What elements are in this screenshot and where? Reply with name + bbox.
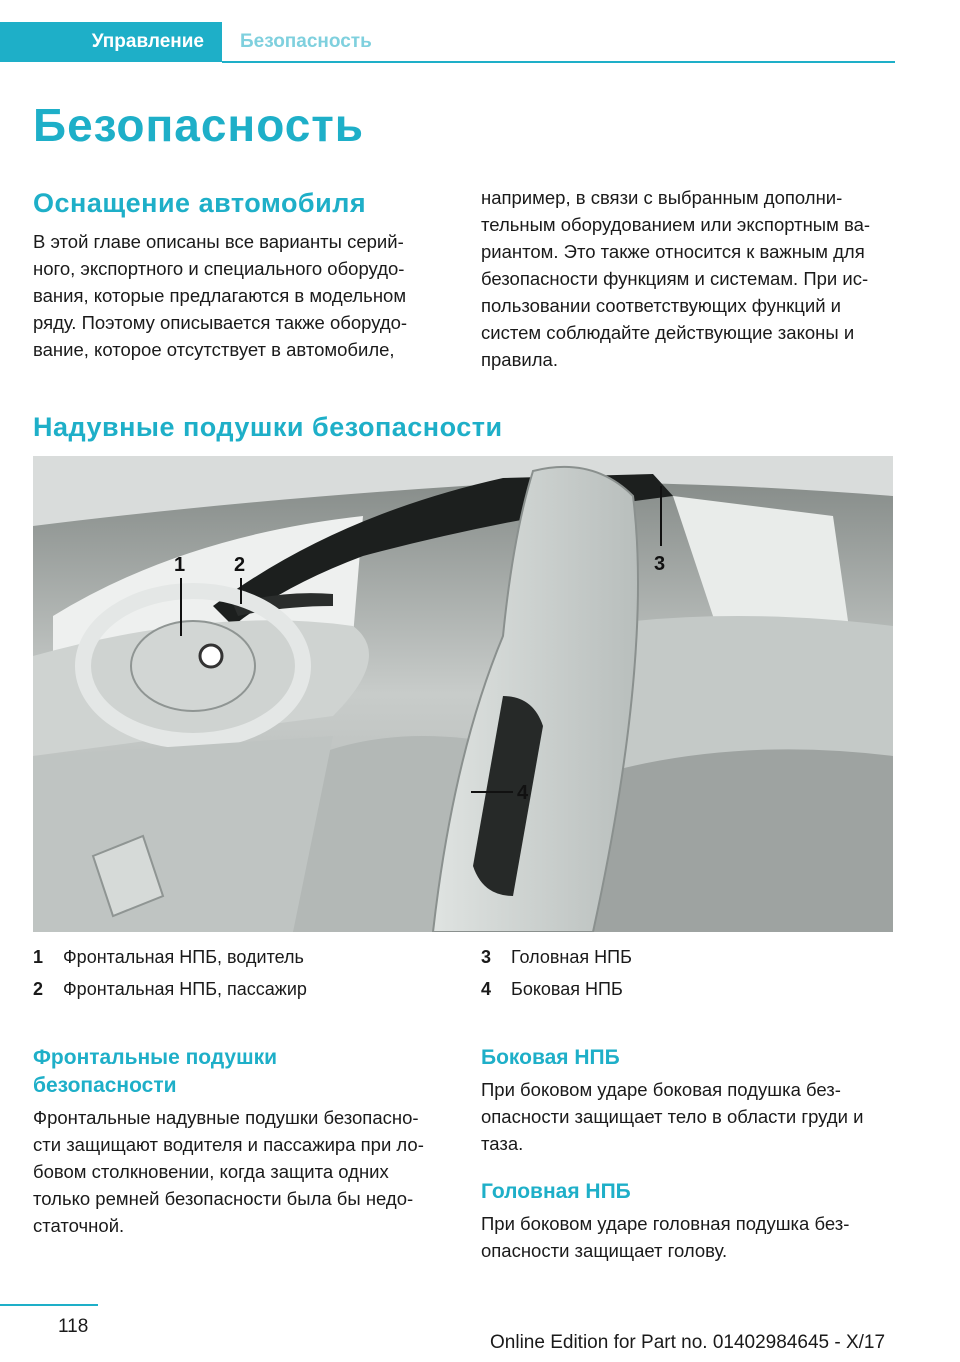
header-tabs bbox=[0, 22, 895, 62]
subsection-title-frontal bbox=[33, 1044, 277, 1100]
text-line: тельным оборудованием или экспортным ва- bbox=[481, 214, 871, 235]
callout-label: 1 bbox=[174, 554, 186, 576]
text-line: правила. bbox=[481, 349, 558, 370]
legend-number: 1 bbox=[33, 947, 44, 967]
legend-text: Фронтальная НПБ, водитель bbox=[63, 947, 304, 967]
subsection-title-head: Головная НПБ bbox=[481, 1180, 631, 1203]
rear-seat bbox=[593, 749, 893, 932]
text-line: безопасности функциям и системам. При ис- bbox=[481, 268, 869, 289]
text-line: пользовании соответствующих функций и bbox=[481, 295, 842, 316]
callout-label: 3 bbox=[654, 553, 666, 575]
equipment-text-left bbox=[33, 228, 407, 363]
callout-label: 4 bbox=[517, 782, 529, 804]
section-title-airbags: Надувные подушки безопасности bbox=[33, 412, 503, 442]
header-divider bbox=[222, 61, 895, 63]
text-line: опасности защищает тело в области груди и bbox=[481, 1106, 864, 1127]
equipment-text-right bbox=[481, 184, 870, 373]
section-title-equipment: Оснащение автомобиля bbox=[33, 188, 367, 218]
text-line: В этой главе описаны все варианты серий- bbox=[33, 231, 404, 252]
frontal-text bbox=[33, 1104, 424, 1239]
driver-airbag bbox=[131, 621, 255, 711]
legend-number: 4 bbox=[481, 979, 492, 999]
text-line: ряду. Поэтому описывается также оборудо- bbox=[33, 312, 408, 333]
tab-control[interactable]: Управление bbox=[0, 22, 222, 62]
text-line: опасности защищает голову. bbox=[481, 1240, 728, 1261]
bmw-logo bbox=[200, 645, 222, 667]
text-line: риантом. Это также относится к важным для bbox=[481, 241, 865, 262]
floor bbox=[33, 736, 333, 932]
side-text bbox=[481, 1076, 863, 1157]
head-text bbox=[481, 1210, 849, 1264]
legend-item bbox=[481, 941, 632, 973]
heading-line: Фронтальные подушки bbox=[33, 1046, 278, 1069]
callout-label: 2 bbox=[234, 554, 246, 576]
text-line: Фронтальные надувные подушки безопасно- bbox=[33, 1107, 419, 1128]
text-line: только ремней безопасности была бы недо- bbox=[33, 1188, 414, 1209]
text-line: систем соблюдайте действующие законы и bbox=[481, 322, 855, 343]
legend-right bbox=[481, 941, 632, 1005]
subsection-title-side: Боковая НПБ bbox=[481, 1046, 620, 1069]
legend-left bbox=[33, 941, 307, 1005]
legend-text: Головная НПБ bbox=[511, 947, 632, 967]
text-line: При боковом ударе головная подушка без- bbox=[481, 1213, 850, 1234]
text-line: бовом столкновении, когда защита одних bbox=[33, 1161, 389, 1182]
legend-number: 2 bbox=[33, 979, 44, 999]
text-line: таза. bbox=[481, 1133, 524, 1154]
text-line: вания, которые предлагаются в модельном bbox=[33, 285, 407, 306]
page-title: Безопасность bbox=[33, 99, 365, 151]
tab-safety[interactable]: Безопасность bbox=[240, 31, 372, 52]
heading-line: безопасности bbox=[33, 1074, 177, 1097]
footer-divider bbox=[0, 1304, 98, 1306]
text-line: сти защищают водителя и пассажира при ло- bbox=[33, 1134, 424, 1155]
text-line: вание, которое отсутствует в автомобиле, bbox=[33, 339, 395, 360]
legend-text: Боковая НПБ bbox=[511, 979, 623, 999]
airbag-illustration bbox=[33, 456, 893, 932]
edition-note: Online Edition for Part no. 01402984645 - X/17 bbox=[490, 1332, 886, 1353]
legend-text: Фронтальная НПБ, пассажир bbox=[63, 979, 307, 999]
legend-item bbox=[481, 973, 632, 1005]
legend-item bbox=[33, 941, 307, 973]
text-line: ного, экспортного и специального оборудо- bbox=[33, 258, 405, 279]
page-number: 118 bbox=[58, 1316, 89, 1337]
legend-item bbox=[33, 973, 307, 1005]
legend-number: 3 bbox=[481, 947, 492, 967]
text-line: например, в связи с выбранным дополни- bbox=[481, 187, 843, 208]
text-line: статочной. bbox=[33, 1215, 125, 1236]
text-line: При боковом ударе боковая подушка без- bbox=[481, 1079, 841, 1100]
